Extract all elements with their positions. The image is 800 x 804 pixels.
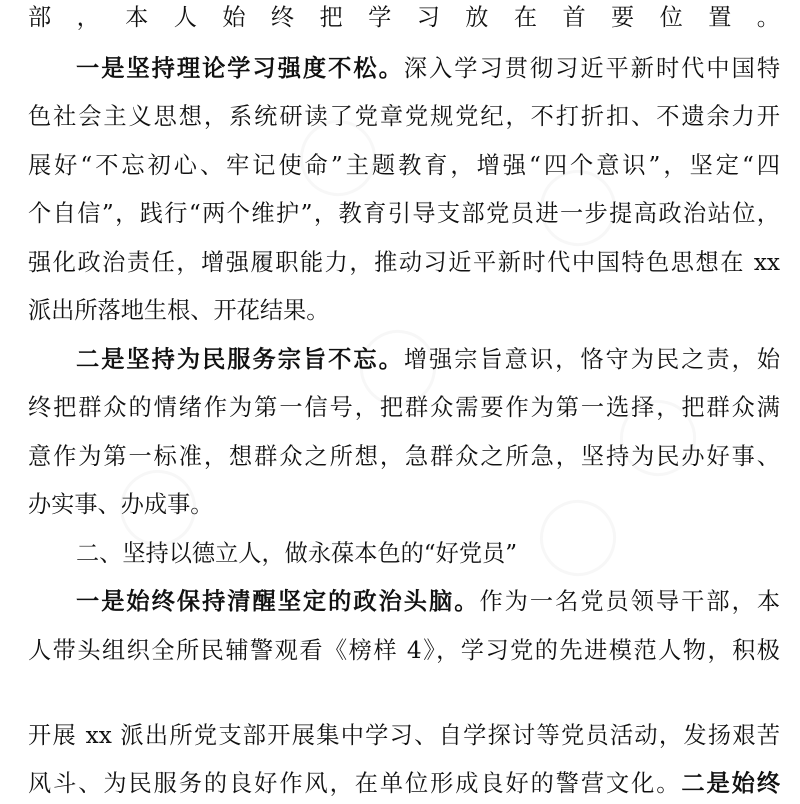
line-text: 风斗、为民服务的良好作风，在单位形成良好的警营文化。 (28, 770, 682, 797)
text-line-9 (28, 388, 780, 428)
bold-lead-3: 一是始终保持清醒坚定的政治头脑。 (76, 588, 480, 615)
bold-lead-2: 二是坚持为民服务宗旨不忘。 (76, 346, 404, 373)
line-text: 个自信”，践行“两个维护”，教育引导支部党员进一步提高政治站位， (28, 200, 780, 227)
text-line-13 (76, 582, 780, 622)
text-line-3 (28, 97, 780, 137)
line-text: 作为一名党员领导干部，本 (479, 588, 780, 615)
text-line-6 (28, 243, 780, 283)
line-text: 展好“不忘初心、牢记使命”主题教育，增强“四个意识”，坚定“四 (28, 152, 780, 179)
text-line-16 (28, 764, 780, 804)
line-text: 开展 xx 派出所党支部开展集中学习、自学探讨等党员活动，发扬艰苦 (28, 722, 780, 749)
bold-tail: 二是始终 (681, 770, 780, 797)
text-line-7 (28, 291, 780, 331)
text-line-5 (28, 194, 780, 234)
text-line-10 (28, 437, 780, 477)
text-line-1 (28, 0, 780, 38)
line-text: 意作为第一标准，想群众之所想，急群众之所急，坚持为民办好事、 (28, 443, 780, 470)
line-text: 增强宗旨意识，恪守为民之责，始 (403, 346, 780, 373)
line-text: 色社会主义思想，系统研读了党章党规党纪，不打折扣、不遗余力开 (28, 103, 780, 130)
text-line-11 (28, 485, 780, 525)
section-heading (76, 534, 780, 574)
text-line-14 (28, 631, 780, 671)
line-text: 深入学习贯彻习近平新时代中国特 (403, 55, 780, 82)
text-line-8 (76, 340, 780, 380)
line-text: 人带头组织全所民辅警观看《榜样 4》，学习党的先进模范人物，积极 (28, 637, 780, 664)
line-text: 强化政治责任，增强履职能力，推动习近平新时代中国特色思想在 xx (28, 249, 780, 276)
section-heading-text: 二、坚持以德立人，做永葆本色的“好党员” (76, 540, 518, 567)
bold-lead-1: 一是坚持理论学习强度不松。 (76, 55, 404, 82)
line-text: 终把群众的情绪作为第一信号，把群众需要作为第一选择，把群众满 (28, 394, 780, 421)
line-text: 派出所落地生根、开花结果。 (28, 297, 330, 324)
text-line-4 (28, 146, 780, 186)
line-text: 部，本人始终把学习放在首要位置。 (28, 4, 780, 31)
line-text: 办实事、办成事。 (28, 491, 214, 518)
text-line-15 (28, 716, 780, 756)
text-line-2 (76, 49, 780, 89)
